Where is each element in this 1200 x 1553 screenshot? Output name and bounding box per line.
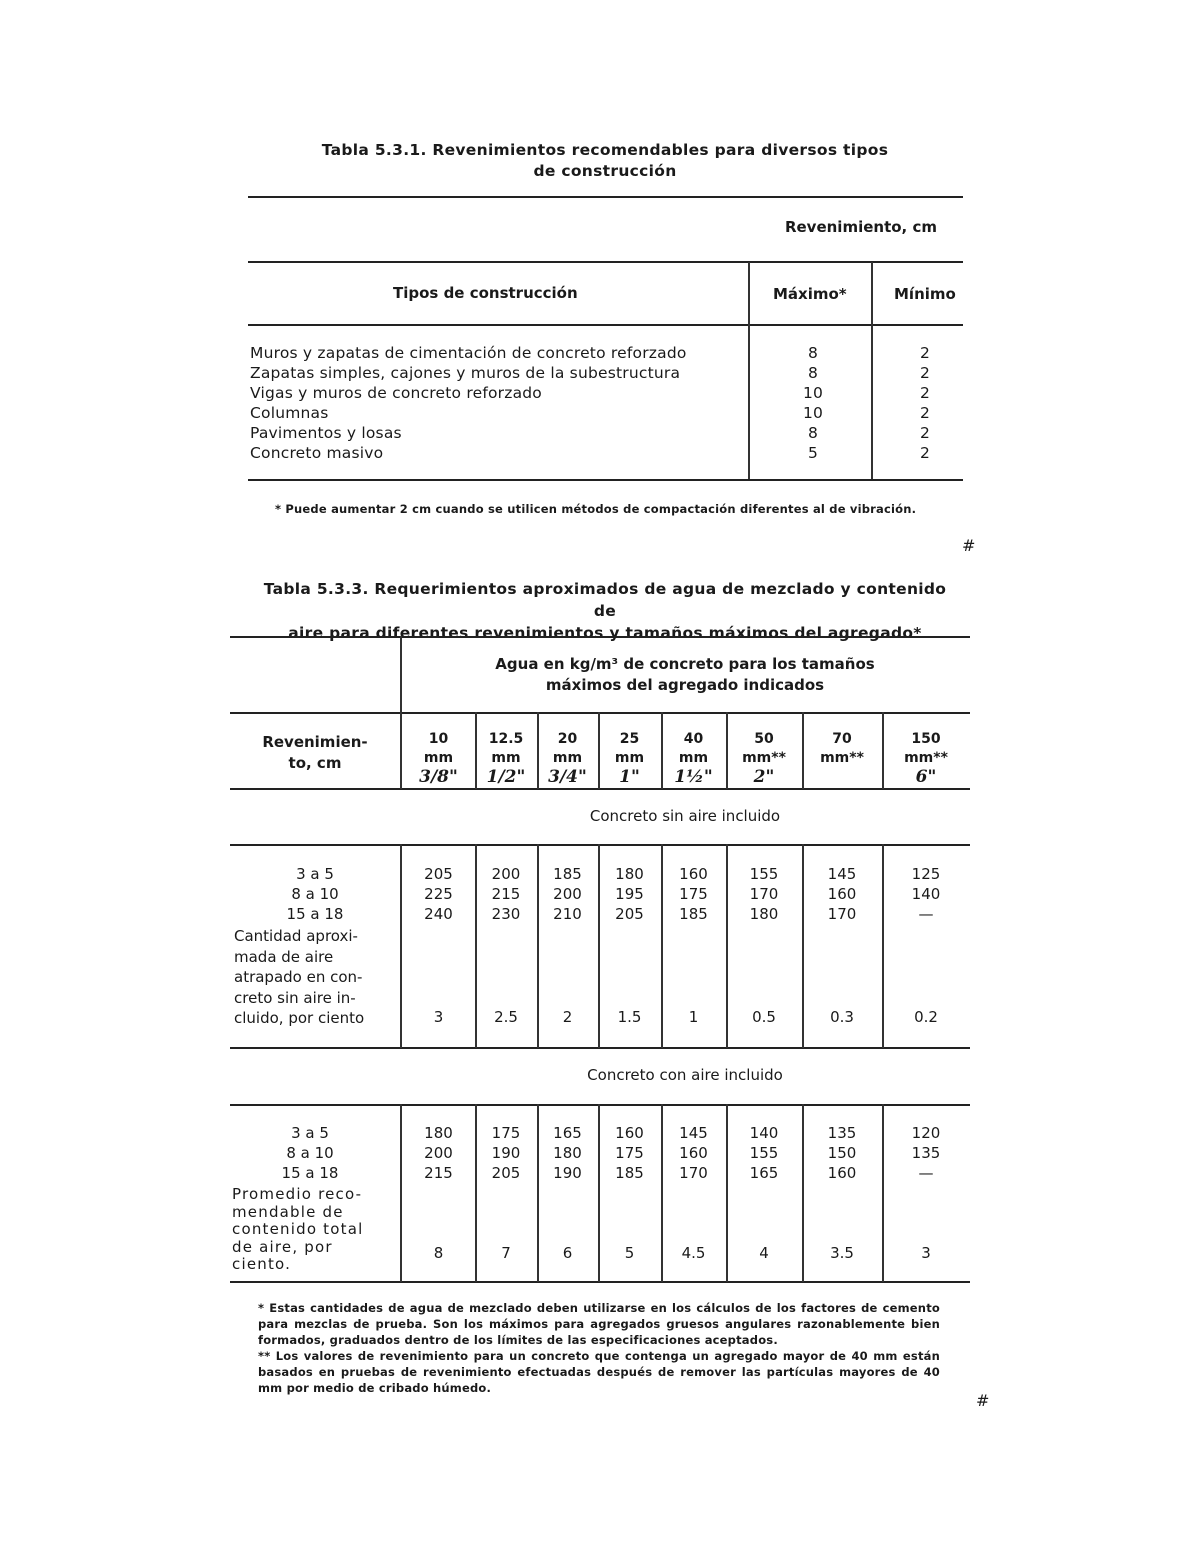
air-label-line: mada de aire <box>234 947 334 966</box>
water-value: 210 <box>553 905 582 923</box>
water-value: 135 <box>827 1124 857 1142</box>
aggregate-unit: mm** <box>820 750 864 766</box>
table3-footnotes <box>258 1300 940 1396</box>
air-value: 2 <box>562 1008 573 1026</box>
air-value: 3.5 <box>830 1244 854 1262</box>
table3-rule <box>230 712 970 714</box>
air-value: 5 <box>624 1244 635 1262</box>
construction-type: Zapatas simples, cajones y muros de la subestructura <box>250 364 681 382</box>
water-value: 160 <box>827 1164 857 1182</box>
slump-min: 2 <box>919 364 931 382</box>
slump-max: 8 <box>807 344 819 362</box>
aggregate-inch: 6" <box>915 767 937 787</box>
air-label-line: contenido total <box>232 1220 364 1238</box>
slump-range-label: 15 a 18 <box>281 1164 339 1182</box>
water-value: — <box>918 905 934 923</box>
aggregate-inch: 1" <box>619 767 640 787</box>
slump-range-label: 8 a 10 <box>291 885 339 903</box>
water-value: 185 <box>679 905 708 923</box>
water-value: 175 <box>615 1144 644 1162</box>
water-value: 140 <box>749 1124 779 1142</box>
water-value: 230 <box>491 905 521 923</box>
aggregate-size: 25 <box>619 731 640 747</box>
slump-max: 8 <box>807 424 819 442</box>
table1-row <box>248 364 963 384</box>
water-value: 215 <box>491 885 521 903</box>
table3-title-line2: aire para diferentes revenimientos y tamaños máximos del agregado* <box>288 624 922 642</box>
water-value: 155 <box>749 865 779 883</box>
water-value: 180 <box>615 865 644 883</box>
aggregate-size-header <box>475 730 537 787</box>
water-value: 190 <box>553 1164 582 1182</box>
table1 <box>248 196 963 486</box>
water-value: 225 <box>424 885 453 903</box>
slump-min: 2 <box>919 424 931 442</box>
table3-slump-header <box>230 732 400 774</box>
aggregate-unit: mm <box>491 750 521 766</box>
water-value: 135 <box>911 1144 941 1162</box>
water-value: 205 <box>424 865 453 883</box>
slump-header-line2: to, cm <box>288 754 342 772</box>
water-value: 185 <box>553 865 582 883</box>
water-value: 190 <box>491 1144 521 1162</box>
table3-top-rule <box>230 636 970 638</box>
aggregate-inch: 3/4" <box>548 767 587 787</box>
construction-type: Columnas <box>250 404 329 422</box>
water-value: 185 <box>615 1164 644 1182</box>
table3-group-header-line2: máximos del agregado indicados <box>545 676 825 694</box>
slump-min: 2 <box>919 384 931 402</box>
water-value: 165 <box>553 1124 582 1142</box>
air-value: 0.3 <box>830 1008 854 1026</box>
water-value: 165 <box>749 1164 779 1182</box>
water-value: 160 <box>615 1124 644 1142</box>
water-value: 160 <box>679 1144 708 1162</box>
table3-group-header <box>400 654 970 696</box>
slump-range-label: 3 a 5 <box>291 1124 329 1142</box>
air-label-line: ciento. <box>232 1255 292 1273</box>
air-value: 6 <box>562 1244 573 1262</box>
table1-rule <box>248 261 963 263</box>
water-value: — <box>918 1164 934 1182</box>
construction-type: Muros y zapatas de cimentación de concreto reforzado <box>250 344 687 362</box>
table1-col-type: Tipos de construcción <box>393 284 578 302</box>
water-value: 120 <box>911 1124 941 1142</box>
water-value: 125 <box>911 865 941 883</box>
air-label-line: Cantidad aproxi- <box>234 927 358 945</box>
water-value: 200 <box>424 1144 453 1162</box>
aggregate-unit: mm <box>423 750 454 766</box>
aggregate-size-header <box>537 730 598 787</box>
slump-header-line1: Revenimien- <box>262 733 368 751</box>
table3-rule <box>230 1047 970 1049</box>
slump-range-label: 15 a 18 <box>286 905 344 923</box>
hash-mark: # <box>962 536 976 555</box>
water-value: 205 <box>615 905 644 923</box>
aggregate-inch: 2" <box>753 767 775 787</box>
section-title-with-air: Concreto con aire incluido <box>587 1066 783 1084</box>
aggregate-unit: mm** <box>742 750 786 766</box>
water-value: 160 <box>827 885 857 903</box>
air-label-line: cluido, por ciento <box>234 1009 365 1027</box>
slump-min: 2 <box>919 444 931 462</box>
water-value: 155 <box>749 1144 779 1162</box>
air-value: 1.5 <box>617 1008 642 1026</box>
water-value: 195 <box>615 885 644 903</box>
table1-row <box>248 404 963 424</box>
table1-row <box>248 384 963 404</box>
table1-title <box>250 140 960 182</box>
construction-type: Pavimentos y losas <box>250 424 402 442</box>
table1-title-line1: Tabla 5.3.1. Revenimientos recomendables para diversos tipos <box>321 141 889 159</box>
table1-row <box>248 424 963 444</box>
construction-type: Concreto masivo <box>250 444 384 462</box>
aggregate-size: 70 <box>832 731 852 747</box>
air-label-line: atrapado en con- <box>234 968 363 986</box>
air-label-line: Promedio reco- <box>232 1185 363 1203</box>
table3-title <box>255 578 955 644</box>
air-value: 2.5 <box>494 1008 518 1026</box>
table1-title-line2: de construcción <box>533 162 677 180</box>
water-value: 175 <box>491 1124 521 1142</box>
air-label-line: de aire, por <box>232 1237 333 1256</box>
water-value: 180 <box>749 905 779 923</box>
construction-type: Vigas y muros de concreto reforzado <box>250 384 542 402</box>
slump-max: 8 <box>807 364 819 382</box>
aggregate-size: 20 <box>557 731 578 747</box>
aggregate-size: 10 <box>428 731 449 747</box>
air-value: 8 <box>433 1244 444 1262</box>
slump-max: 5 <box>807 444 819 462</box>
aggregate-unit: mm <box>678 750 709 766</box>
aggregate-size-header <box>661 730 726 787</box>
water-value: 170 <box>827 905 857 923</box>
table3-bottom-rule <box>230 1281 970 1283</box>
table1-top-rule <box>248 196 963 198</box>
slump-min: 2 <box>919 404 931 422</box>
section-title-no-air: Concreto sin aire incluido <box>589 807 781 825</box>
table3 <box>230 636 970 1286</box>
aggregate-size-header <box>882 730 970 787</box>
aggregate-size-header <box>726 730 802 787</box>
water-value: 170 <box>749 885 779 903</box>
water-value: 200 <box>553 885 582 903</box>
aggregate-size-header <box>598 730 661 787</box>
slump-range-label: 3 a 5 <box>296 865 334 883</box>
table3-group-header-line1: Agua en kg/m³ de concreto para los tamaños <box>495 655 875 673</box>
table3-rule <box>230 1104 970 1106</box>
aggregate-inch: 1/2" <box>486 767 526 787</box>
slump-max: 10 <box>802 384 824 402</box>
air-content-label <box>234 926 380 1029</box>
air-value: 4.5 <box>681 1244 706 1262</box>
table1-col-max: Máximo* <box>773 285 847 303</box>
table3-footnote-1: * Estas cantidades de agua de mezclado deben utilizarse en los cálculos de los factores de cemento para mezclas de prueba. Son los máximos para agregados gruesos angulares razonablemente bien formados, graduados dentro de los límites de las especificaciones aceptados. <box>258 1301 940 1347</box>
aggregate-unit: mm** <box>904 750 948 766</box>
table3-title-line1: Tabla 5.3.3. Requerimientos aproximados de agua de mezclado y contenido de <box>263 580 947 620</box>
slump-range-label: 8 a 10 <box>286 1144 334 1162</box>
aggregate-size: 50 <box>754 731 774 747</box>
air-value: 3 <box>433 1008 444 1026</box>
aggregate-size: 12.5 <box>488 731 524 747</box>
water-value: 160 <box>679 865 708 883</box>
air-content-label <box>232 1186 382 1274</box>
aggregate-size: 40 <box>683 731 704 747</box>
aggregate-inch: 1½" <box>674 767 713 787</box>
water-value: 145 <box>827 865 857 883</box>
water-value: 140 <box>911 885 941 903</box>
table1-footnote: * Puede aumentar 2 cm cuando se utilicen métodos de compactación diferentes al de vibración. <box>275 502 917 516</box>
water-value: 180 <box>424 1124 453 1142</box>
slump-min: 2 <box>919 344 931 362</box>
aggregate-size: 150 <box>911 731 941 747</box>
aggregate-inch: 3/8" <box>419 767 458 787</box>
table3-rule <box>230 788 970 790</box>
aggregate-unit: mm <box>552 750 583 766</box>
water-value: 205 <box>491 1164 521 1182</box>
air-value: 7 <box>501 1244 511 1262</box>
air-value: 4 <box>759 1244 769 1262</box>
water-value: 170 <box>679 1164 708 1182</box>
water-value: 240 <box>424 905 453 923</box>
water-value: 175 <box>679 885 708 903</box>
water-value: 145 <box>679 1124 708 1142</box>
aggregate-unit: mm <box>614 750 645 766</box>
table3-rule <box>230 844 970 846</box>
air-value: 0.5 <box>752 1008 776 1026</box>
water-value: 200 <box>491 865 521 883</box>
air-label-line: mendable de <box>232 1202 344 1221</box>
table1-col-min: Mínimo <box>894 285 956 303</box>
slump-max: 10 <box>802 404 824 422</box>
air-value: 1 <box>688 1008 699 1026</box>
hash-mark: # <box>976 1391 990 1410</box>
aggregate-size-header <box>402 730 475 787</box>
table1-bottom-rule <box>248 479 963 481</box>
table1-row <box>248 344 963 364</box>
aggregate-size-header <box>802 730 882 768</box>
water-value: 150 <box>827 1144 857 1162</box>
table3-footnote-2: ** Los valores de revenimiento para un concreto que contenga un agregado mayor de 40 mm están basados en pruebas de revenimiento efectuadas después de remover las partículas mayores de 40 mm por medio de cribado húmedo. <box>258 1349 940 1395</box>
table1-row <box>248 444 963 464</box>
water-value: 180 <box>553 1144 582 1162</box>
water-value: 215 <box>424 1164 453 1182</box>
air-value: 0.2 <box>914 1008 938 1026</box>
air-value: 3 <box>921 1244 931 1262</box>
table1-group-header: Revenimiento, cm <box>784 218 937 236</box>
table1-rule <box>248 324 963 326</box>
air-label-line: creto sin aire in- <box>234 988 356 1007</box>
